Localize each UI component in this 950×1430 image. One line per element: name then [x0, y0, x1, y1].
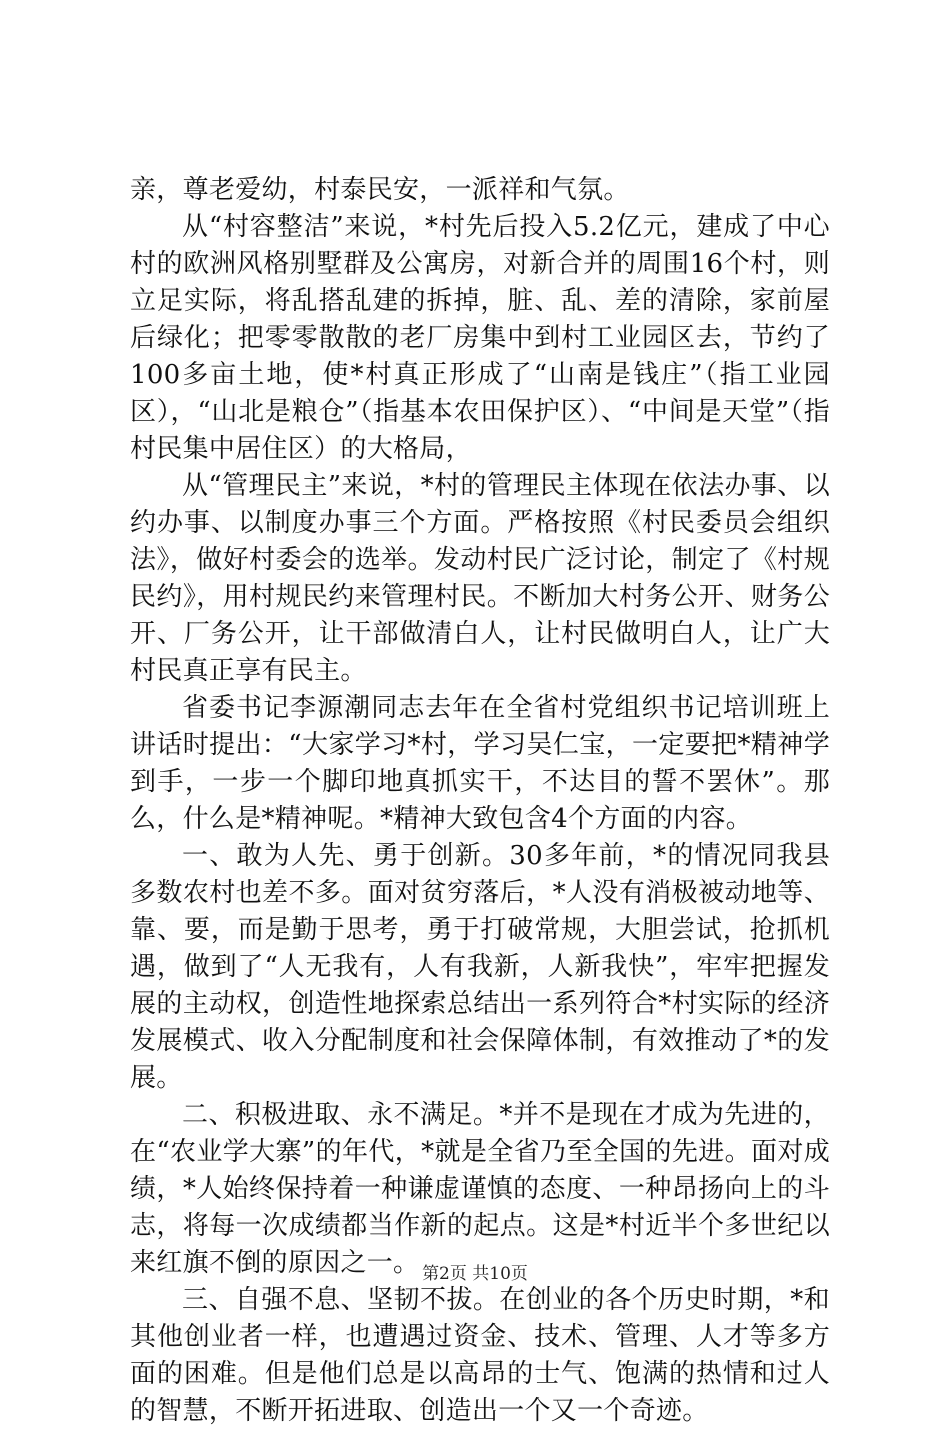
paragraph-point-three: 三、自强不息、坚韧不拔。在创业的各个历史时期，*和其他创业者一样，也遭遇过资金、技术、管理、人才等多方面的困难。但是他们总是以高昂的士气、饱满的热情和过人的智慧，不断开拓进取、创造出一个又一个奇迹。	[130, 1285, 830, 1426]
paragraph-point-one: 一、敢为人先、勇于创新。30多年前，*的情况同我县多数农村也差不多。面对贫穷落后，*人没有消极被动地等、靠、要，而是勤于思考，勇于打破常规，大胆尝试，抢抓机遇，做到了“人无我有，人有我新，人新我快”，牢牢把握发展的主动权，创造性地探索总结出一系列符合*村实际的经济发展模式、收入分配制度和社会保障体制，有效推动了*的发展。	[130, 841, 830, 1093]
page-number-footer: 第2页 共10页	[422, 1264, 528, 1284]
paragraph-continuation: 亲，尊老爱幼，村泰民安，一派祥和气氛。	[130, 175, 630, 205]
document-body	[130, 172, 830, 1430]
paragraph-village-appearance: 从“村容整洁”来说，*村先后投入5.2亿元，建成了中心村的欧洲风格别墅群及公寓房，对新合并的周围16个村，则立足实际，将乱搭乱建的拆掉，脏、乱、差的清除，家前屋后绿化；把零零散散的老厂房集中到村工业园区去，节约了100多亩土地，使*村真正形成了“山南是钱庄”（指工业园区），“山北是粮仓”（指基本农田保护区）、“中间是天堂”（指村民集中居住区）的大格局，	[130, 212, 830, 464]
paragraph-democratic-management: 从“管理民主”来说，*村的管理民主体现在依法办事、以约办事、以制度办事三个方面。严格按照《村民委员会组织法》，做好村委会的选举。发动村民广泛讨论，制定了《村规民约》，用村规民约来管理村民。不断加大村务公开、财务公开、厂务公开，让干部做清白人，让村民做明白人，让广大村民真正享有民主。	[130, 471, 830, 686]
paragraph-point-two: 二、积极进取、永不满足。*并不是现在才成为先进的，在“农业学大寨”的年代，*就是全省乃至全国的先进。面对成绩，*人始终保持着一种谦虚谨慎的态度、一种昂扬向上的斗志，将每一次成绩都当作新的起点。这是*村近半个多世纪以来红旗不倒的原因之一。	[130, 1100, 830, 1278]
paragraph-secretary-speech: 省委书记李源潮同志去年在全省村党组织书记培训班上讲话时提出：“大家学习*村，学习吴仁宝，一定要把*精神学到手，一步一个脚印地真抓实干，不达目的誓不罢休”。那么，什么是*精神呢。*精神大致包含4个方面的内容。	[130, 693, 830, 834]
